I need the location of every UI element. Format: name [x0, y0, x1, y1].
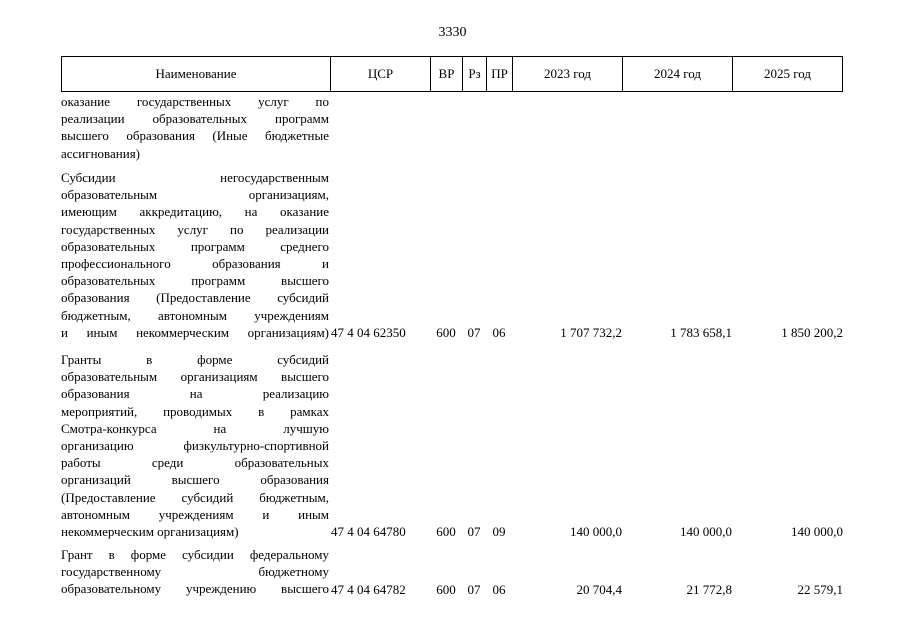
row-name-line: автономным учреждениям и иным	[61, 506, 329, 522]
header-pr: ПР	[487, 57, 513, 91]
cell-2023: 20 704,4	[576, 582, 622, 597]
row-name	[61, 169, 329, 341]
cell-csr: 47 4 04 62350	[331, 325, 406, 340]
cell-2024: 21 772,8	[686, 582, 732, 597]
row-name-line: государственных услуг по реализации	[61, 221, 329, 237]
cell-2025: 22 579,1	[797, 582, 843, 597]
row-name-line: работы среди образовательных	[61, 455, 329, 471]
row-name-line: образовательному учреждению высшего	[61, 581, 329, 597]
cell-vr: 600	[436, 325, 456, 340]
cell-csr: 47 4 04 64780	[331, 524, 406, 539]
row-name-line: организаций высшего образования	[61, 472, 329, 488]
cell-2024: 140 000,0	[680, 524, 732, 539]
row-name-line: мероприятий, проводимых в рамках	[61, 403, 329, 419]
row-name-line: образования (Предоставление субсидий	[61, 290, 329, 306]
row-name-line: организацию физкультурно-спортивной	[61, 437, 329, 453]
table-header	[61, 56, 843, 92]
row-name-line: оказание государственных услуг по	[61, 94, 329, 109]
row-name-line: образования на реализацию	[61, 386, 329, 402]
row-name-line: и иным некоммерческим организациям)	[61, 324, 329, 340]
cell-2024: 1 783 658,1	[670, 325, 732, 340]
row-name-line: Грант в форме субсидии федеральному	[61, 547, 329, 562]
cell-pr: 06	[492, 582, 506, 597]
row-name-line: государственному бюджетному	[61, 564, 329, 580]
row-name-line: некоммерческим организациям)	[61, 523, 239, 539]
row-name-line: образовательных программ среднего	[61, 238, 329, 254]
page-number: 3330	[438, 25, 467, 40]
header-rz: Рз	[463, 57, 487, 91]
cell-pr: 06	[492, 325, 506, 340]
header-2024: 2024 год	[623, 57, 733, 91]
row-name-line: реализации образовательных программ	[61, 111, 329, 127]
row-name-line: ассигнования)	[61, 145, 141, 161]
header-2023: 2023 год	[513, 57, 623, 91]
header-csr: ЦСР	[331, 57, 431, 91]
row-name-line: высшего образования (Иные бюджетные	[61, 128, 329, 144]
cell-rz: 07	[467, 582, 481, 597]
cell-2023: 140 000,0	[570, 524, 622, 539]
header-2025: 2025 год	[764, 66, 811, 81]
header-name: Наименование	[62, 57, 331, 91]
row-name-line: Субсидии негосударственным	[61, 170, 329, 185]
cell-2023: 1 707 732,2	[560, 325, 622, 340]
cell-pr: 09	[492, 524, 506, 539]
row-name-line: бюджетным, автономным учреждениям	[61, 307, 329, 323]
row-name-line: имеющим аккредитацию, на оказание	[61, 204, 329, 220]
cell-csr: 47 4 04 64782	[331, 582, 406, 597]
cell-2025: 1 850 200,2	[781, 325, 843, 340]
row-name	[61, 546, 329, 598]
cell-rz: 07	[467, 325, 481, 340]
cell-2025: 140 000,0	[791, 524, 843, 539]
row-name-line: образовательным организациям,	[61, 187, 329, 203]
cell-vr: 600	[436, 524, 456, 539]
row-name-line: профессионального образования и	[61, 255, 329, 271]
cell-vr: 600	[436, 582, 456, 597]
row-name-line: Гранты в форме субсидий	[61, 352, 329, 367]
row-name-line: (Предоставление субсидий бюджетным,	[61, 489, 329, 505]
row-name	[61, 93, 329, 162]
cell-rz: 07	[467, 524, 481, 539]
row-name	[61, 351, 329, 540]
header-vr: ВР	[431, 57, 463, 91]
row-name-line: образовательных программ высшего	[61, 273, 329, 289]
row-name-line: Смотра-конкурса на лучшую	[61, 420, 329, 436]
row-name-line: образовательным организациям высшего	[61, 369, 329, 385]
